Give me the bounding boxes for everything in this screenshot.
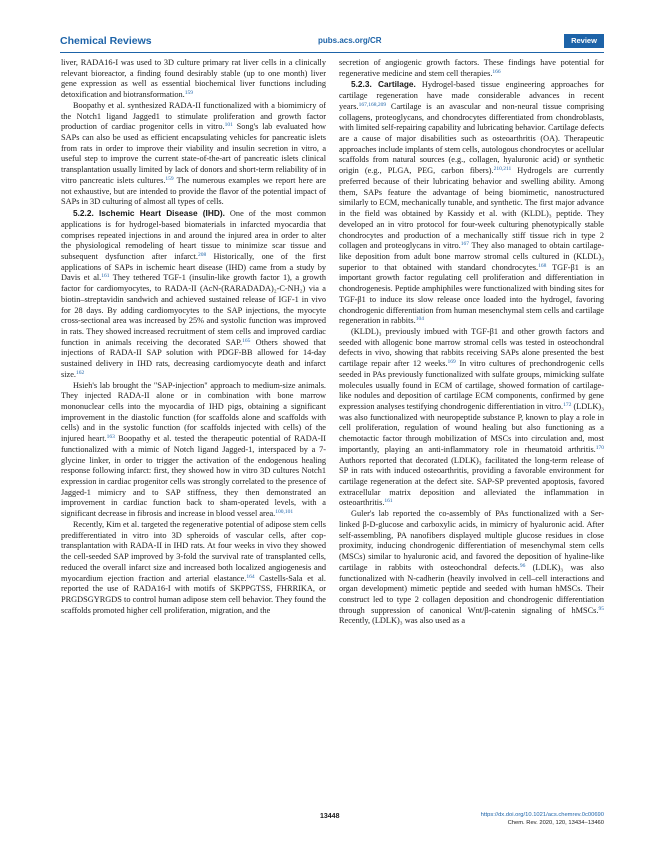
section-heading: 5.2.3. Cartilage. — [351, 79, 416, 90]
left-column — [61, 58, 326, 616]
paragraph — [339, 327, 604, 509]
reference-link[interactable]: 163 — [106, 434, 115, 441]
paragraph-text: Boopathy et al. tested the therapeutic potential of RADA-II functionalized with a mimic of Notch ligand Jagged-1, interspaced by a 7-glycine linker, in order to trigger the activation of the endogenous healing response following infarct: first, they showed how in vitro 3D cultures Notch1 expression in cardiac progenitor cells was strongly correlated to the presence of Jagged-1 mimicry and to SAP stiffness, they then demonstrated an improvement in cardiac function back to sham-operated levels, with a significant decrease in fibrosis and increase in blood vessel area. — [61, 434, 326, 519]
reference-link[interactable]: 170 — [595, 444, 604, 451]
reference-link[interactable]: 167 — [460, 241, 469, 248]
doi-link[interactable]: https://dx.doi.org/10.1021/acs.chemrev.0c00690 — [480, 812, 604, 818]
paragraph-text: One of the most common applications is for hydrogel-based biomaterials in infarcted myocardia that comprises repeated injections in and around the injured area in order to alter the physiological remodeling of heart tissue to minimize scar tissue and subsequent dysfunction after infarct. — [61, 209, 326, 261]
reference-link[interactable]: 166 — [492, 68, 501, 75]
paragraph-text: TGF-β1 is an important growth factor regulating cell proliferation and differentiation in chondrogenesis. Peptide amphiphiles were functionalized with binding sites for TGF-β1 to induce its slow release once loaded into the hydrogel, favoring chondrogenic differentiation from human mesenchymal stem cells and cartilage regeneration in rabbits. — [339, 262, 604, 326]
paragraph — [339, 509, 604, 627]
reference-link[interactable]: 161 — [384, 498, 393, 505]
paragraph-text: (LDLK)₃ was also functionalized with neuropeptide substance P, known to play a role in cell proliferation, regulation of wound healing but also functioning as a chemotactic factor through mobilization of MSCs into circulation and, most importantly, playing an anti-inflammatory role in rheumatoid arthritis. — [339, 402, 604, 454]
header-rule — [60, 52, 604, 53]
paragraph — [61, 208, 326, 381]
paragraph-text: Authors reported that decorated (LDLK)₃ facilitated the long-term release of SP in rats with induced osteoarthritis, providing a favorable environment for cartilage regeneration at the defect site. SAP-SP prevented apoptosis, favored extracellular matrix deposition and alleviated the inflammation in osteoarthritis. — [339, 455, 604, 508]
reference-link[interactable]: 95 — [598, 605, 604, 612]
paragraph-text: Guler's lab reported the co-assembly of PAs functionalized with a Ser-linked β-D-glucose and carboxylic acids, in mimicry of hyaluronic acid. After self-assembling, PA nanofibers displayed multiple glucose residues in close proximity, inducing chondrogenic differentiation of mesenchymal stem cells (MSCs) similar to hyaluronic acid, and favored the deposition of hyaline-like cartilage in rabbits with osteochondral defects. — [339, 509, 604, 572]
reference-link[interactable]: 172 — [563, 402, 572, 408]
footer-doi — [481, 811, 604, 827]
journal-site-link[interactable]: pubs.acs.org/CR — [318, 36, 382, 45]
paragraph-text: (LDLK)₃ was also functionalized with N-cadherin (heavily involved in cell–cell interactions and organ development) mimetic peptide and seeded with human hMSCs. Their construct led to type 2 collagen deposition and chondrogenic differentiation through suppression of canonical Wnt/β-catenin signaling of hMSCs. — [339, 562, 605, 615]
paragraph-text: They also managed to obtain cartilage-like deposition from adult bone marrow stromal cells cultured in (KLDL)₃ superior to that obtained with standard chondrocytes. — [339, 241, 604, 272]
paragraph-text: liver, RADA16-I was used to 3D culture primary rat liver cells in a clinically relevant bioreactor, a finding found desirably stable (up to one month) liver gene expression as well as essential biochemical liver functions including detoxification and biotransformation. — [61, 58, 326, 100]
paragraph — [339, 58, 604, 79]
reference-link[interactable]: 169 — [447, 359, 456, 366]
paragraph-text: Recently, (LDLK)₃ was also used as a — [339, 616, 466, 626]
paragraph-text: Hsieh's lab brought the "SAP-injection" approach to medium-size animals. They injected RADA-II alone or in combination with bone marrow mononuclear cells into the myocardia of IHD pigs, obtaining a significant improvement in the diastolic function (for scaffolds alone and scaffolds with cells) and in the systolic function (for scaffolds injected with cells) of the injured heart. — [61, 380, 326, 444]
paragraph-text: secretion of angiogenic growth factors. These findings have potential for regenerative medicine and stem cell therapies. — [339, 58, 604, 78]
paragraph-text: Song's lab evaluated how SAPs can also be used as efficient encapsulating vehicles for pancreatic islets from rats in order to improve their viability and insulin secretion in vitro, a useful step to improve the current state-of-the-art of pancreatic islets clinical transplantation usually limited by lack of donors and short-term reliability of in vitro pancreatic islets cultures. — [61, 122, 326, 185]
reference-link[interactable]: 168 — [538, 262, 547, 269]
paragraph-text: (KLDL)₃ previously imbued with TGF-β1 and other growth factors and seeded with allogenic bone marrow stromal cells was tested in osteochondral defects in vivo, showing that rabbits receiving SAPs alone presented the best cartilage repair after 12 weeks. — [339, 326, 604, 369]
paragraph-text: The numerous examples we report here are not exhaustive, but are intended to provide the flavor of the potential impact of SAPs in 3D culturing of almost all types of cells. — [61, 175, 326, 207]
reference-link[interactable]: 161 — [101, 273, 110, 280]
paragraph-text: Boopathy et al. synthesized RADA-II functionalized with a biomimicry of the Notch1 ligand Jagged1 to stimulate proliferation and growth factor production of cardiac progenitor cells in vitro. — [61, 100, 326, 132]
section-heading: 5.2.2. Ischemic Heart Disease (IHD). — [73, 208, 225, 219]
paragraph — [61, 381, 326, 520]
paragraph — [339, 79, 604, 327]
reference-link[interactable]: 164 — [246, 573, 255, 580]
paragraph-text: Historically, one of the first applications of SAPs in ischemic heart disease (IHD) came from a study by Davis et al. — [61, 251, 326, 283]
reference-link[interactable]: 208 — [197, 251, 207, 258]
reference-link[interactable]: 96 — [519, 562, 526, 569]
citation: Chem. Rev. 2020, 120, 13434−13460 — [507, 820, 604, 826]
paragraph-text: Hydrogel-based tissue engineering approaches for cartilage regeneration have made considerable advances in recent years. — [339, 80, 604, 111]
paragraph — [61, 58, 326, 101]
reference-link[interactable]: 159 — [165, 175, 174, 182]
page-number: 13448 — [320, 813, 340, 820]
reference-link[interactable]: 159 — [184, 90, 193, 97]
paragraph-text: Recently, Kim et al. targeted the regenerative potential of adipose stem cells predifferentiated in vitro into 3D spheroids of vascular cells, after cop-transplantation with RADA-II in IHD rats. At four weeks in vivo they showed the cell-seeded SAP improved by 3-fold the survival rate of transplanted cells, reduced the overall infarct size and increased both localized angiogenesis and myocardium ejection fraction and arterial elastance. — [61, 519, 326, 583]
right-column — [339, 58, 604, 627]
reference-link[interactable]: 101 — [224, 122, 233, 129]
reference-link[interactable]: 162 — [75, 369, 85, 376]
paragraph-text: They tethered TGF-1 (insulin-like growth factor 1), a growth factor for cardiomyocytes, to RADA-II (AcN-(RARADADA)₂-C-NH₂) via a biotin–streptavidin sandwich and achieved sustained release of IGF-1 in vivo for 28 days. By adding cardiomyocytes to the SAP injections, the myocyte cross-sectional area was increased by 25% and systolic function was improved in rats. They showed increased recruitment of stem cells and improved cardiac function in animals receiving the decorated SAP. — [61, 273, 326, 347]
page-header — [60, 35, 604, 53]
paragraph-text: In vitro cultures of prechondrogenic cells seeded in PAs previously functionalized with sulfate groups, mimicking sulfate molecules usually found in ECM of cartilage, showed formation of cartilage-like nodules and deposition of cartilage ECM components, confirmed by gene expression analyses testifying chondrogenic differentiation in vitro. — [339, 359, 605, 411]
paragraph-text: Castells-Sala et al. reported the use of RADA16-I with motifs of SKPPGTSS, FHRRIKA, or PRGDSGYRGDS to control human adipose stem cell behavior. They found the scaffolds promoted higher cell proliferation, migration, and the — [61, 573, 327, 615]
paragraph-text: Others showed that injections of RADA-II SAP solution with PDGF-BB allowed for 14-day sustained delivery in IHD rats, decreasing cardiomyocyte death and infarct size. — [61, 337, 326, 379]
reference-link[interactable]: 165 — [242, 337, 251, 344]
journal-name[interactable]: Chemical Reviews — [60, 35, 152, 47]
reference-link[interactable]: 167,168,209 — [358, 101, 387, 108]
review-badge: Review — [564, 34, 604, 48]
paragraph — [61, 101, 326, 208]
paragraph-text: Hydrogels are currently preferred because of their lubricating behavior and swelling ability. Among them, SAPs feature the advantage of being biomimetic, nanostructured similarly to ECM, mechanically tunable, and synthetic. The first major advance in the field was obtained by Kassidy et al. with (KLDL)₃ peptide. They developed an in vitro protocol for four-week culturing phenotypically stable chondrocytes and production of a mechanically stiff tissue rich in type 2 collagen and proteoglycans in vitro. — [339, 166, 604, 251]
reference-link[interactable]: 100,101 — [275, 509, 294, 516]
reference-link[interactable]: 104 — [415, 316, 424, 323]
paragraph — [61, 520, 326, 616]
paragraph-text: Cartilage is an avascular and non-neural tissue comprising collagens, proteoglycans, and chondrocytes differentiated from chondroblasts, with limited self-repairing capability and lubricating behavior. Cartilage defects are a cause of major disabilities such as osteoarthritis (OA). Therapeutic approaches include implants of stem cells, autologous chondrocytes or acellular scaffolds from natural sources (e.g., collagen, hyaluronic acid) or synthetic origin (e.g., PLGA, PEG, carbon fibers). — [339, 101, 604, 176]
reference-link[interactable]: 210,211 — [493, 166, 512, 173]
